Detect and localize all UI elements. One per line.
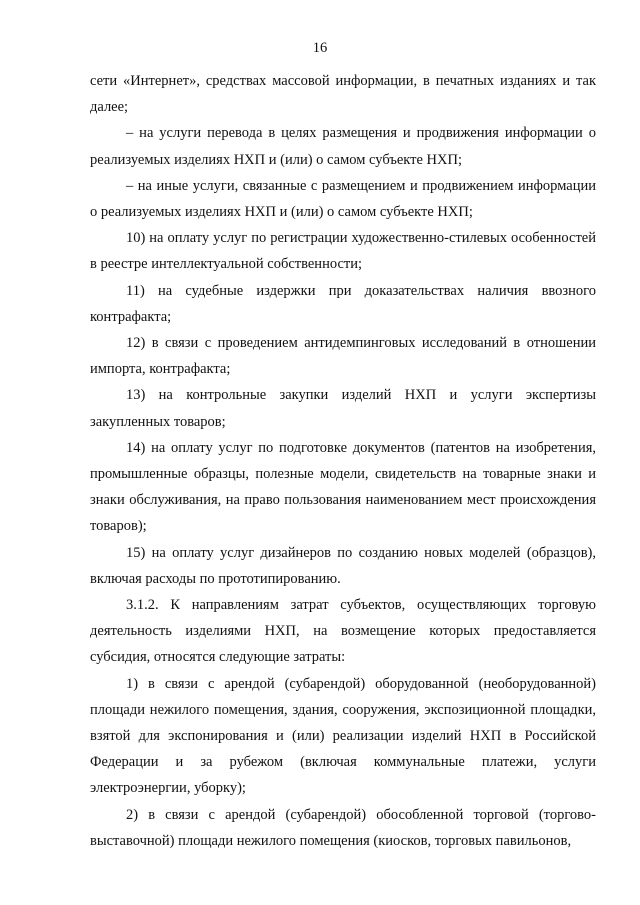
paragraph: 12) в связи с проведением антидемпинговых исследований в отношении импорта, контрафакта;: [90, 335, 596, 378]
paragraph: 10) на оплату услуг по регистрации художественно-стилевых особенностей в реестре интеллектуальной собственности;: [90, 230, 596, 273]
paragraph: – на услуги перевода в целях размещения и продвижения информации о реализуемых изделиях НХП и (или) о самом субъекте НХП;: [90, 125, 596, 168]
paragraph: 3.1.2. К направлениям затрат субъектов, осуществляющих торговую деятельность изделиями НХП, на возмещение которых предоставляется субсидия, относятся следующие затраты:: [90, 597, 596, 666]
paragraph: 13) на контрольные закупки изделий НХП и услуги экспертизы закупленных товаров;: [90, 387, 596, 430]
page-number: 16: [312, 40, 328, 56]
paragraph: 2) в связи с арендой (субарендой) обособленной торговой (торгово-выставочной) площади нежилого помещения (киосков, торговых павильонов,: [90, 806, 596, 849]
paragraph: – на иные услуги, связанные с размещением и продвижением информации о реализуемых изделиях НХП и (или) о самом субъекте НХП;: [90, 177, 596, 221]
paragraph: 11) на судебные издержки при доказательствах наличия ввозного контрафакта;: [90, 282, 596, 325]
paragraph: 15) на оплату услуг дизайнеров по созданию новых моделей (образцов), включая расходы по прототипированию.: [90, 544, 596, 587]
paragraph: 14) на оплату услуг по подготовке документов (патентов на изобретения, промышленные образцы, полезные модели, свидетельств на товарные знаки и знаки обслуживания, на право пользования наименованием мест происхождения товаров);: [90, 439, 596, 535]
document-body: [90, 68, 596, 854]
paragraph: сети «Интернет», средствах массовой информации, в печатных изданиях и так далее;: [90, 73, 596, 116]
paragraph: 1) в связи с арендой (субарендой) оборудованной (необорудованной) площади нежилого помещения, здания, сооружения, экспозиционной площадки, взятой для экспонирования и (или) реализации изделий НХП в Российской Федерации и за рубежом (включая коммунальные платежи, услуги электроэнергии, уборку);: [90, 675, 596, 797]
